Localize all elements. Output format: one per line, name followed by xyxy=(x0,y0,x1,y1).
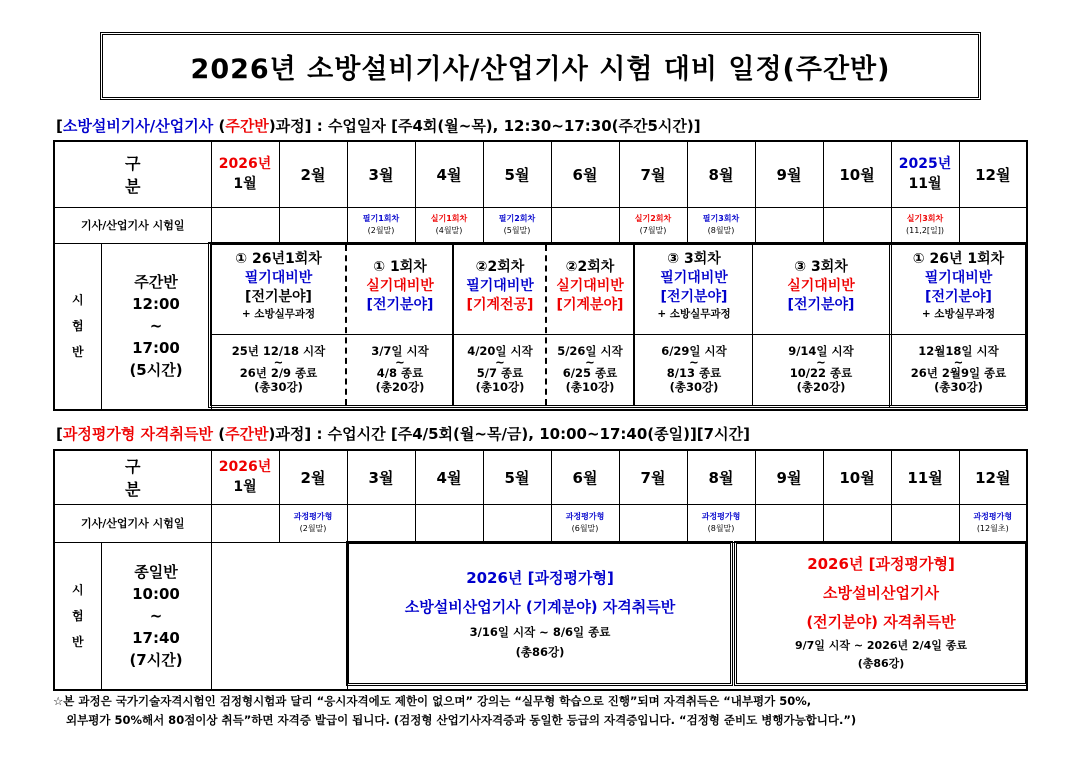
month-label: 1월 xyxy=(233,176,257,193)
course-total: (총20강) xyxy=(375,380,425,394)
course-field: [전기분야] xyxy=(787,297,855,313)
exam-date: (12월초) xyxy=(976,524,1009,533)
exam-cell xyxy=(483,504,551,542)
course-block-5 xyxy=(636,250,752,322)
month-mar: 3월 xyxy=(347,450,415,504)
course-field xyxy=(212,288,345,307)
month-dec: 12월 xyxy=(959,141,1027,207)
exam-date: (5월말) xyxy=(503,226,531,235)
course-title: 2026년 [과정평가형] xyxy=(807,555,955,573)
course-schedule-2 xyxy=(348,344,452,394)
course-schedule-4 xyxy=(548,344,632,394)
class-end: 17:00 xyxy=(132,339,180,358)
course-block-b xyxy=(737,552,1025,673)
exam-cell xyxy=(891,504,959,542)
exam-name: 과정평가형 xyxy=(701,512,741,521)
class-start: 10:00 xyxy=(132,584,180,603)
course-period: 3/16일 시작 ~ 8/6일 종료 xyxy=(469,625,611,639)
exam-cell xyxy=(415,207,483,243)
course-title: 2026년 [과정평가형] xyxy=(466,569,614,587)
month-apr: 4월 xyxy=(415,450,483,504)
course-total: (총30강) xyxy=(254,380,303,394)
course-field: [전기분야] xyxy=(925,289,992,305)
exam-date: (4월말) xyxy=(435,226,463,235)
month-aug: 8월 xyxy=(687,450,755,504)
month-may: 5월 xyxy=(483,141,551,207)
course-block-3 xyxy=(455,258,545,315)
month-feb: 2월 xyxy=(279,141,347,207)
course-end: 4/8 종료 xyxy=(376,366,424,380)
course-end: 5/7 종료 xyxy=(476,366,524,380)
course-total: (총86강) xyxy=(515,645,565,659)
course-schedule-7 xyxy=(892,344,1025,394)
course-type: 실기대비반 xyxy=(787,278,855,294)
month-label: 11월 xyxy=(908,176,942,193)
course-tilde: ~ xyxy=(273,355,284,369)
exam-name: 과정평가형 xyxy=(973,512,1013,521)
exam-cell xyxy=(891,207,959,243)
side-char: 반 xyxy=(71,345,84,360)
course-start: 9/14일 시작 xyxy=(788,344,854,358)
course-block-2 xyxy=(348,258,452,315)
course-total: (총30강) xyxy=(934,380,983,394)
course-schedule-5 xyxy=(636,344,752,394)
course-start: 4/20일 시작 xyxy=(467,344,533,358)
course-total: (총10강) xyxy=(565,380,615,394)
course-field: [기계전공] xyxy=(466,297,534,313)
course-start: 5/26일 시작 xyxy=(557,344,623,358)
header-bracket: [ xyxy=(56,117,63,135)
header-course-name: 과정평가형 자격취득반 xyxy=(62,425,213,443)
course-type: 실기대비반 xyxy=(556,278,624,294)
gubun-header: 구 분 xyxy=(54,450,211,504)
exam-cell xyxy=(551,207,619,243)
class-start: 12:00 xyxy=(132,295,180,314)
course-end: 8/13 종료 xyxy=(666,366,722,380)
exam-cell xyxy=(755,207,823,243)
month-apr: 4월 xyxy=(415,141,483,207)
course-block-a xyxy=(350,566,730,662)
exam-date: (2월말) xyxy=(299,524,327,533)
month-jul: 7월 xyxy=(619,141,687,207)
course-total: (총86강) xyxy=(857,657,905,670)
exam-name: 실기1회차 xyxy=(430,214,468,223)
section1-header xyxy=(56,115,701,136)
class-tilde: ~ xyxy=(149,606,163,625)
exam-date: (7월말) xyxy=(639,226,667,235)
header-schedule: )과정] : 수업시간 [주4/5회(월~목/금), 10:00~17:40(종일)][7시간] xyxy=(268,425,750,443)
month-jan xyxy=(211,141,279,207)
exam-name: 필기1회차 xyxy=(362,214,400,223)
header-course-name: 소방설비기사/산업기사 xyxy=(62,117,214,135)
month-jul: 7월 xyxy=(619,450,687,504)
page-title: 2026년 소방설비기사/산업기사 시험 대비 일정(주간반) xyxy=(100,32,981,100)
gubun-header: 구 분 xyxy=(54,141,211,207)
dash-divider xyxy=(345,245,347,405)
side-char: 시 xyxy=(71,582,84,597)
month-jun: 6월 xyxy=(551,141,619,207)
course-field-text: [전기분야] xyxy=(245,289,312,305)
exam-cell xyxy=(483,207,551,243)
year-label: 2026년 xyxy=(218,156,272,173)
course-number: ②2회차 xyxy=(475,259,525,275)
side-char: 험 xyxy=(71,608,84,623)
course-total: (총10강) xyxy=(475,380,525,394)
course-end: 10/22 종료 xyxy=(789,366,853,380)
exam-cell xyxy=(211,207,279,243)
exam-date: (11,2[일]) xyxy=(906,226,945,235)
course-tilde: ~ xyxy=(585,355,595,369)
side-char: 시 xyxy=(71,293,84,308)
class-end: 17:40 xyxy=(132,628,180,647)
course-name: 소방설비산업기사 xyxy=(823,584,939,602)
month-jan xyxy=(211,450,279,504)
course-number: ① 26년1회차 xyxy=(235,251,322,267)
exam-cell xyxy=(619,504,687,542)
header-class-type: 주간반 xyxy=(225,425,269,443)
exam-name: 실기3회차 xyxy=(906,214,944,223)
year-label: 2025년 xyxy=(898,156,952,173)
course-extra: + 소방실무과정 xyxy=(657,308,731,320)
exam-name: 과정평가형 xyxy=(293,512,333,521)
dash-divider xyxy=(545,245,547,405)
exam-cell xyxy=(959,504,1027,542)
year-label: 2026년 xyxy=(218,459,272,476)
exam-cell xyxy=(551,504,619,542)
month-feb: 2월 xyxy=(279,450,347,504)
month-label: 1월 xyxy=(233,479,257,496)
course-extra: + 소방실무과정 xyxy=(241,308,316,320)
month-oct: 10월 xyxy=(823,450,891,504)
course-start: 12월18일 시작 xyxy=(918,344,999,358)
month-oct: 10월 xyxy=(823,141,891,207)
course-tilde: ~ xyxy=(953,355,964,369)
course-type: 필기대비반 xyxy=(924,270,993,286)
course-divider-v xyxy=(633,245,635,405)
class-hours: (7시간) xyxy=(129,650,183,669)
month-jun: 6월 xyxy=(551,450,619,504)
month-dec: 12월 xyxy=(959,450,1027,504)
course-divider-v xyxy=(452,245,454,405)
exam-date: (8월말) xyxy=(707,226,735,235)
course-field: [전기분야] xyxy=(660,289,728,305)
exam-name: 과정평가형 xyxy=(565,512,605,521)
course-tilde: ~ xyxy=(816,355,826,369)
class-tilde: ~ xyxy=(149,317,163,336)
course-divider xyxy=(211,334,1025,335)
exam-cell xyxy=(687,207,755,243)
exam-cell xyxy=(959,207,1027,243)
course-number: ②2회차 xyxy=(565,259,615,275)
exam-date-label: 기사/산업기사 시험일 xyxy=(54,207,211,243)
course-field: [전기분야] xyxy=(366,297,434,313)
class-name: 주간반 xyxy=(134,273,178,292)
month-aug: 8월 xyxy=(687,141,755,207)
exam-cell xyxy=(687,504,755,542)
exam-date: (8월말) xyxy=(707,524,735,533)
course-type: 필기대비반 xyxy=(244,270,313,286)
course-name: 소방설비산업기사 (기계분야) 자격취득반 xyxy=(404,598,676,616)
course-block-1 xyxy=(212,250,345,322)
course-number: ③ 3회차 xyxy=(667,251,721,267)
month-may: 5월 xyxy=(483,450,551,504)
course-total: (총20강) xyxy=(796,380,846,394)
course-end: 6/25 종료 xyxy=(562,366,618,380)
course-schedule-6 xyxy=(753,344,889,394)
exam-cell xyxy=(279,207,347,243)
course-field: [기계분야] xyxy=(556,297,624,313)
course-type: 실기대비반 xyxy=(366,278,434,294)
class-hours: (5시간) xyxy=(129,361,183,380)
exam-cell xyxy=(415,504,483,542)
empty-cell xyxy=(211,542,347,690)
course-block-6 xyxy=(753,258,889,315)
section2-header xyxy=(56,423,750,444)
course-number: ③ 3회차 xyxy=(794,259,848,275)
month-nov: 11월 xyxy=(891,450,959,504)
side-char: 험 xyxy=(71,319,84,334)
exam-name: 필기2회차 xyxy=(498,214,536,223)
exam-cell xyxy=(823,207,891,243)
course-tilde: ~ xyxy=(495,355,505,369)
course-schedule-1 xyxy=(212,344,345,394)
side-char: 반 xyxy=(71,634,84,649)
course-total: (총30강) xyxy=(669,380,719,394)
course-extra: + 소방실무과정 xyxy=(921,308,996,320)
footnote-line-1: ☆본 과정은 국가기술자격시험인 검정형시험과 달리 “응시자격에도 제한이 없으며” 강의는 “실무형 학습으로 진행”되며 자격취득은 “내부평가 50%, xyxy=(53,694,812,708)
course-block-7 xyxy=(892,250,1025,322)
exam-date: (2월말) xyxy=(367,226,395,235)
header-class-type: 주간반 xyxy=(225,117,269,135)
exam-cell xyxy=(211,504,279,542)
course-end: 26년 2/9 종료 xyxy=(239,366,318,380)
course-start: 3/7일 시작 xyxy=(371,344,429,358)
course-start: 6/29일 시작 xyxy=(661,344,727,358)
side-label xyxy=(54,243,101,410)
course-number: ① 26년 1회차 xyxy=(912,251,1005,267)
side-label xyxy=(54,542,101,690)
exam-cell xyxy=(823,504,891,542)
class-name: 종일반 xyxy=(134,562,178,581)
month-sep: 9월 xyxy=(755,450,823,504)
course-tilde: ~ xyxy=(689,355,699,369)
course-type: 필기대비반 xyxy=(466,278,534,294)
exam-date-label: 기사/산업기사 시험일 xyxy=(54,504,211,542)
exam-cell xyxy=(347,207,415,243)
exam-cell xyxy=(279,504,347,542)
month-sep: 9월 xyxy=(755,141,823,207)
course-block-4 xyxy=(548,258,632,315)
header-schedule: )과정] : 수업일자 [주4회(월~목), 12:30~17:30(주간5시간)] xyxy=(268,117,701,135)
exam-name: 실기2회차 xyxy=(634,214,672,223)
course-number: ① 1회차 xyxy=(373,259,427,275)
class-time xyxy=(101,243,211,410)
course-tilde: ~ xyxy=(395,355,405,369)
course-schedule-3 xyxy=(455,344,545,394)
exam-name: 필기3회차 xyxy=(702,214,740,223)
course-period: 9/7일 시작 ~ 2026년 2/4일 종료 xyxy=(794,639,967,652)
course-type: 필기대비반 xyxy=(660,270,728,286)
header-paren: ( xyxy=(212,425,226,443)
class-time xyxy=(101,542,211,690)
course-end: 26년 2월9일 종료 xyxy=(910,366,1007,380)
month-mar: 3월 xyxy=(347,141,415,207)
exam-cell xyxy=(619,207,687,243)
month-nov xyxy=(891,141,959,207)
exam-cell xyxy=(755,504,823,542)
exam-date: (6월말) xyxy=(571,524,599,533)
course-start: 25년 12/18 시작 xyxy=(231,344,326,358)
exam-cell xyxy=(347,504,415,542)
footnote-line-2: 외부평가 50%해서 80점이상 취득”하면 자격증 발급이 됩니다. (검정형 산업기사자격증과 동일한 등급의 자격증입니다. “검정형 준비도 병행가능합니다.”) xyxy=(66,713,857,727)
course-field: (전기분야) 자격취득반 xyxy=(806,613,956,631)
header-bracket: [ xyxy=(56,425,63,443)
header-paren: ( xyxy=(213,117,226,135)
